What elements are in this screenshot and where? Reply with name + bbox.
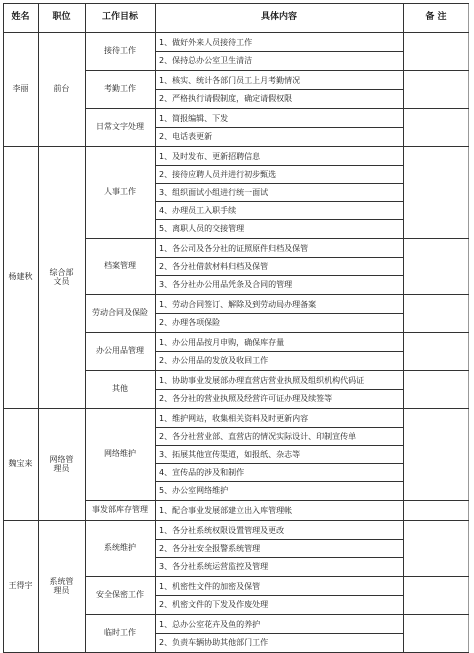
header-name: 姓名 [11,12,30,23]
content-item: 1、劳动合同签订、解除及到劳动局办理备案 [159,299,317,309]
goal-title: 临时工作 [104,628,136,638]
content-item: 1、机密性文件的加密及保管 [159,581,261,591]
person-name: 王得宇 [8,581,33,591]
goal-title: 人事工作 [104,187,136,197]
person-name: 杨建秋 [8,272,33,282]
goal-title: 系统维护 [104,543,136,553]
goal-title: 档案管理 [104,261,136,271]
work-plan-table [3,3,469,652]
content-item: 5、办公室网络维护 [159,485,229,495]
content-item: 1、维护网站，收集相关资料及时更新内容 [159,413,309,423]
content-item: 2、机密文件的下发及作废处理 [159,599,269,609]
content-item: 2、严格执行请假制度，确定请假权限 [159,93,293,103]
person-position: 网络管理员 [49,454,74,473]
content-item: 2、电话表更新 [159,131,213,141]
content-item: 2、各分社的营业执照及经营许可证办理及续签等 [159,393,333,403]
content-item: 1、协助事业发展部办理直营店营业执照及组织机构代码证 [159,375,365,385]
content-item: 5、离职人员的交接管理 [159,223,245,233]
goal-title: 考勤工作 [104,84,136,94]
content-item: 1、办公用品按月申购，确保库存量 [159,337,285,347]
content-item: 4、宣传品的涉及和制作 [159,467,245,477]
content-item: 1、各分社系统权限设置管理及更改 [159,525,285,535]
content-item: 1、做好外来人员接待工作 [159,37,253,47]
goal-title: 事发部库存管理 [92,505,148,515]
person-name: 魏宝来 [8,459,33,469]
header-position: 职位 [52,12,71,23]
person-position: 前台 [53,84,70,94]
goal-title: 日常文字处理 [96,122,144,132]
content-item: 3、拓展其他宣传渠道，如报纸、杂志等 [159,449,301,459]
content-item: 1、配合事业发展部建立出入库管理帐 [159,505,293,515]
content-item: 1、核实、统计各部门员工上月考勤情况 [159,75,301,85]
goal-title: 其他 [112,384,128,394]
content-item: 1、各公司及各分社的证照原件归档及保管 [159,243,309,253]
person-name: 李丽 [12,84,29,94]
content-item: 2、各分社借款材料归档及保管 [159,261,269,271]
person-position: 系统管理员 [49,576,74,595]
goal-title: 劳动合同及保险 [92,308,148,318]
content-item: 2、保持总办公室卫生清洁 [159,55,253,65]
header-remark: 备 注 [425,12,447,23]
content-item: 3、各分社办公用品凭条及合同的管理 [159,279,293,289]
goal-title: 安全保密工作 [96,590,144,600]
goal-title: 网络维护 [104,449,136,459]
content-item: 2、办理各项保险 [159,317,221,327]
content-item: 3、组织面试小组进行统一面试 [159,187,269,197]
goal-title: 办公用品管理 [96,346,144,356]
content-item: 2、负责车辆协助其他部门工作 [159,637,269,647]
table-grid-lines [3,3,469,653]
header-goal: 工作目标 [101,12,138,23]
content-item: 1、总办公室花卉及鱼的养护 [159,619,261,629]
content-item: 3、各分社系统运营监控及管理 [159,561,269,571]
content-item: 2、接待应聘人员并进行初步甄选 [159,169,277,179]
person-position: 综合部文员 [49,267,74,286]
content-item: 4、办理员工入职手续 [159,205,237,215]
content-item: 2、各分社安全报警系统管理 [159,543,261,553]
content-item: 1、及时发布、更新招聘信息 [159,151,261,161]
content-item: 2、办公用品的发放及收回工作 [159,355,269,365]
header-content: 具体内容 [260,12,297,23]
content-item: 2、各分社营业部、直营店的情况实际设计、印制宣传单 [159,431,357,441]
content-item: 1、简报编辑、下发 [159,113,229,123]
goal-title: 接待工作 [104,46,136,56]
